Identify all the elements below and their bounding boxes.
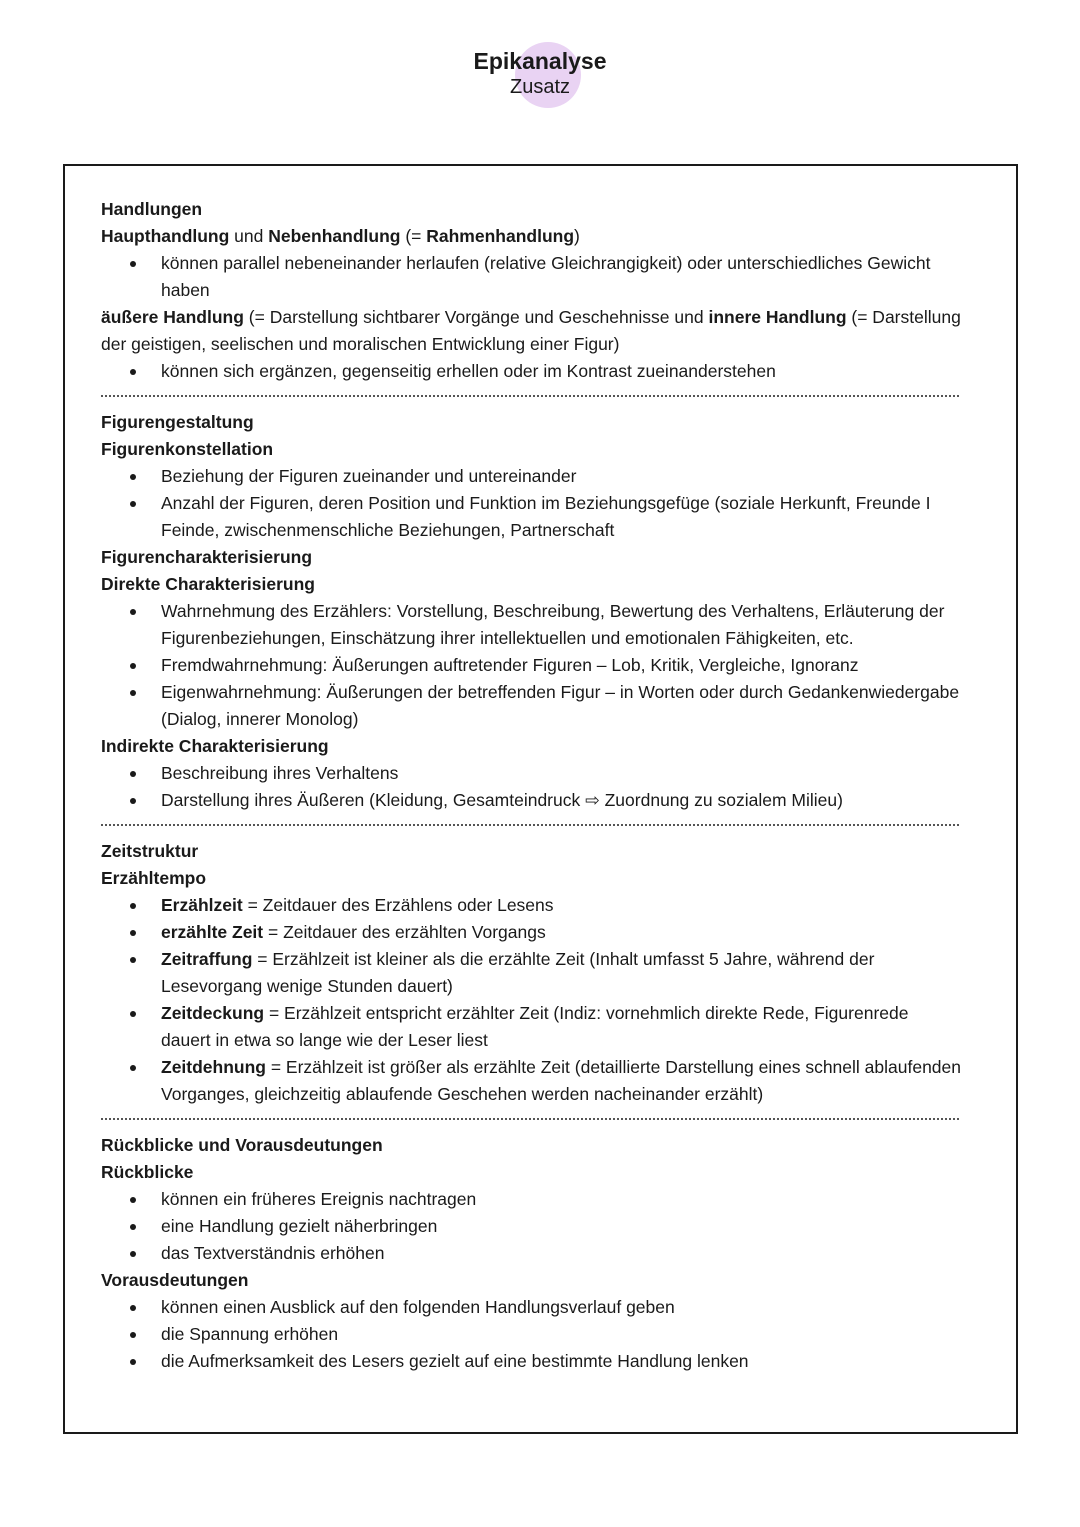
list-item: das Textverständnis erhöhen — [101, 1240, 961, 1267]
list-item: Eigenwahrnehmung: Äußerungen der betreffenden Figur – in Worten oder durch Gedankenwiedergabe (Dialog, innerer Monolog) — [101, 679, 961, 733]
term: Haupthandlung — [101, 226, 230, 246]
definition: = Zeitdauer des Erzählens oder Lesens — [242, 895, 554, 915]
list-item: Beziehung der Figuren zueinander und untereinander — [101, 463, 961, 490]
section-figurengestaltung — [101, 409, 961, 814]
term: Zeitdeckung — [161, 1003, 265, 1023]
content — [101, 196, 961, 1375]
bullet-list — [101, 1186, 961, 1267]
dotted-divider — [101, 395, 959, 397]
list-item: eine Handlung gezielt näherbringen — [101, 1213, 961, 1240]
term: erzählte Zeit — [161, 922, 264, 942]
definition: = Erzählzeit ist größer als erzählte Zeit (detaillierte Darstellung eines schnell ablaufenden Vorganges, gleichzeitig ablaufende Geschehen werden nacheinander erzählt) — [161, 1057, 961, 1104]
list-item: die Spannung erhöhen — [101, 1321, 961, 1348]
term: Rahmenhandlung — [426, 226, 575, 246]
bullet-list — [101, 598, 961, 733]
list-item: Beschreibung ihres Verhaltens — [101, 760, 961, 787]
text: und — [229, 226, 269, 246]
list-item: Darstellung ihres Äußeren (Kleidung, Gesamteindruck ⇨ Zuordnung zu sozialem Milieu) — [101, 787, 961, 814]
bullet-list — [101, 250, 961, 304]
definition: = Erzählzeit ist kleiner als die erzählte Zeit (Inhalt umfasst 5 Jahre, während der Lesevorgang wenige Stunden dauert) — [161, 949, 875, 996]
term: Erzählzeit — [161, 895, 243, 915]
header — [0, 40, 1080, 98]
subheading: Direkte Charakterisierung — [101, 574, 315, 594]
content-box — [63, 164, 1018, 1434]
list-item: können parallel nebeneinander herlaufen (relative Gleichrangigkeit) oder unterschiedliches Gewicht haben — [101, 250, 961, 304]
bullet-list — [101, 760, 961, 814]
list-item — [101, 1054, 961, 1108]
section-heading: Rückblicke und Vorausdeutungen — [101, 1135, 383, 1155]
list-item — [101, 1000, 961, 1054]
bullet-list — [101, 358, 961, 385]
term: äußere Handlung — [101, 307, 244, 327]
list-item: können ein früheres Ereignis nachtragen — [101, 1186, 961, 1213]
list-item: die Aufmerksamkeit des Lesers gezielt auf eine bestimmte Handlung lenken — [101, 1348, 961, 1375]
dotted-divider — [101, 824, 959, 826]
subheading: Erzähltempo — [101, 868, 207, 888]
subheading: Rückblicke — [101, 1162, 194, 1182]
text: (= Darstellung der geistigen, seelischen und moralischen Entwicklung einer Figur) — [101, 307, 961, 354]
subheading: Indirekte Charakterisierung — [101, 736, 329, 756]
dotted-divider — [101, 1118, 959, 1120]
section-heading: Figurengestaltung — [101, 412, 254, 432]
subheading: Figurenkonstellation — [101, 439, 274, 459]
term: Zeitdehnung — [161, 1057, 266, 1077]
page-title: Epikanalyse — [473, 48, 607, 74]
section-heading: Zeitstruktur — [101, 841, 199, 861]
list-item — [101, 892, 961, 919]
list-item: Fremdwahrnehmung: Äußerungen auftretender Figuren – Lob, Kritik, Vergleiche, Ignoranz — [101, 652, 961, 679]
term: Nebenhandlung — [268, 226, 401, 246]
text: (= Darstellung sichtbarer Vorgänge und Geschehnisse und — [243, 307, 709, 327]
term: innere Handlung — [708, 307, 847, 327]
bullet-list — [101, 463, 961, 544]
list-item: Anzahl der Figuren, deren Position und Funktion im Beziehungsgefüge (soziale Herkunft, Freunde I Feinde, zwischenmenschliche Beziehungen, Partnerschaft — [101, 490, 961, 544]
section-heading: Handlungen — [101, 199, 203, 219]
section-rueckblicke — [101, 1132, 961, 1375]
subheading — [101, 223, 961, 250]
list-item — [101, 946, 961, 1000]
section-zeitstruktur — [101, 838, 961, 1108]
bullet-list — [101, 892, 961, 1108]
subheading: Figurencharakterisierung — [101, 547, 313, 567]
subheading: Vorausdeutungen — [101, 1270, 249, 1290]
text: ) — [574, 226, 580, 246]
bullet-list — [101, 1294, 961, 1375]
list-item: können sich ergänzen, gegenseitig erhellen oder im Kontrast zueinanderstehen — [101, 358, 961, 385]
term: Zeitraffung — [161, 949, 253, 969]
list-item: können einen Ausblick auf den folgenden Handlungsverlauf geben — [101, 1294, 961, 1321]
definition: = Zeitdauer des erzählten Vorgangs — [263, 922, 546, 942]
list-item — [101, 919, 961, 946]
section-handlungen — [101, 196, 961, 385]
text: (= — [400, 226, 427, 246]
subheading — [101, 304, 961, 358]
page-subtitle: Zusatz — [509, 76, 571, 98]
list-item: Wahrnehmung des Erzählers: Vorstellung, Beschreibung, Bewertung des Verhaltens, Erläuterung der Figurenbeziehungen, Einschätzung ihrer intellektuellen und emotionalen Fähigkeiten, etc. — [101, 598, 961, 652]
definition: = Erzählzeit entspricht erzählter Zeit (Indiz: vornehmlich direkte Rede, Figurenrede dauert in etwa so lange wie der Leser liest — [161, 1003, 909, 1050]
